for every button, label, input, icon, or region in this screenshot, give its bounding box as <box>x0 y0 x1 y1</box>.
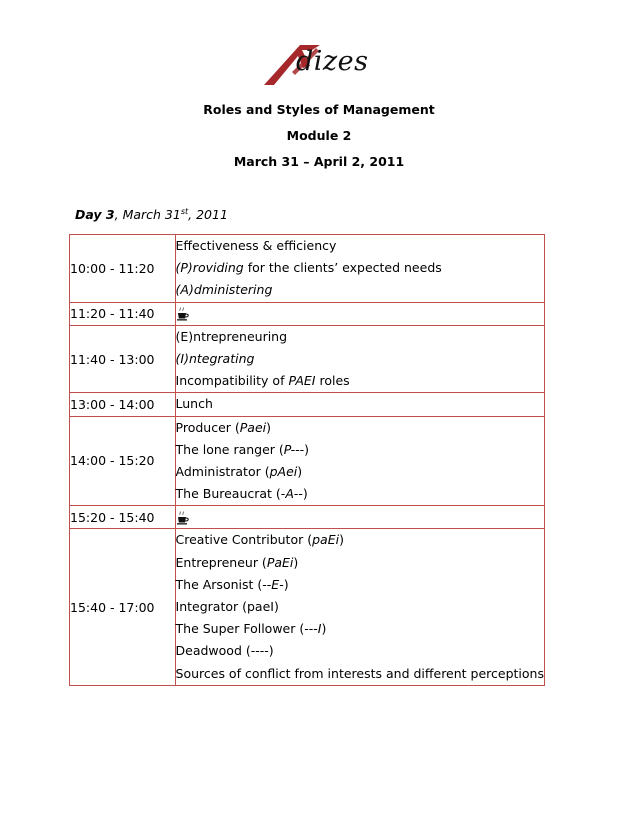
day-date-suffix: st <box>180 207 189 216</box>
time-slot: 11:40 - 13:00 <box>70 325 176 393</box>
topic-text: --) <box>293 486 308 502</box>
topic-line <box>176 529 544 551</box>
schedule-table <box>69 234 545 686</box>
topic-text: roles <box>315 373 350 389</box>
topic-text: The lone ranger ( <box>175 441 284 457</box>
topic-text: E <box>271 576 280 592</box>
logo-wordmark: dizes <box>296 46 369 77</box>
adizes-logo <box>262 42 380 88</box>
topic-text: The Bureaucrat (- <box>175 486 286 502</box>
topic-text: PaEi <box>266 554 294 570</box>
topic-text: Lunch <box>175 396 213 412</box>
topic-text: ) <box>293 554 299 570</box>
coffee-cup-icon <box>176 510 190 526</box>
session-topics <box>175 506 544 529</box>
topic-line <box>176 552 544 574</box>
coffee-cup-icon <box>176 306 190 322</box>
session-topics <box>175 416 544 506</box>
module-label: Module 2 <box>286 128 352 143</box>
topic-text: (A)dministering <box>175 282 273 298</box>
time-slot: 15:40 - 17:00 <box>70 529 176 685</box>
session-topics <box>175 235 544 303</box>
topic-line <box>176 393 544 415</box>
topic-text: I <box>317 621 322 637</box>
day-separator: , <box>114 207 123 223</box>
topic-text: Creative Contributor ( <box>175 532 313 548</box>
topic-text: ) <box>304 441 310 457</box>
time-slot: 11:20 - 11:40 <box>70 302 176 325</box>
topic-text: The Super Follower (--- <box>175 621 318 637</box>
topic-line <box>176 235 544 257</box>
topic-text: ) <box>266 419 272 435</box>
topic-text: Entrepreneur ( <box>175 554 267 570</box>
topic-text: Paei <box>239 419 267 435</box>
topic-line <box>176 279 544 301</box>
session-topics <box>175 325 544 393</box>
topic-line <box>176 618 544 640</box>
topic-line <box>176 417 544 439</box>
topic-text: ) <box>321 621 327 637</box>
topic-text: ) <box>339 532 344 548</box>
topic-text: PAEI <box>288 373 316 389</box>
topic-line <box>176 348 544 370</box>
topic-text: Incompatibility of <box>175 373 289 389</box>
topic-line <box>176 574 544 596</box>
schedule-row <box>70 506 545 529</box>
topic-text: ) <box>297 463 303 479</box>
topic-text: pAei <box>269 463 298 479</box>
topic-line <box>176 663 544 685</box>
topic-line <box>176 461 544 483</box>
topic-text: Effectiveness & efficiency <box>175 238 337 253</box>
topic-text: A <box>285 486 294 502</box>
topic-text: Producer ( <box>175 419 240 435</box>
topic-text: Sources of conflict from interests and different perceptions <box>175 665 544 681</box>
schedule-row <box>70 416 545 506</box>
time-slot: 10:00 - 11:20 <box>70 235 176 303</box>
topic-text: The Arsonist (-- <box>175 576 272 592</box>
day-year: , 2011 <box>188 207 228 223</box>
topic-text: Administrator ( <box>175 463 270 479</box>
schedule-row <box>70 302 545 325</box>
topic-text: paEi <box>312 532 340 548</box>
topic-text: for the clients’ expected needs <box>243 260 442 276</box>
session-topics <box>175 529 544 685</box>
session-topics <box>175 393 544 416</box>
schedule-row <box>70 393 545 416</box>
schedule-row <box>70 325 545 393</box>
coffee-break <box>176 506 544 528</box>
time-slot: 15:20 - 15:40 <box>70 506 176 529</box>
topic-line <box>176 596 544 618</box>
day-date: March 31 <box>122 207 181 223</box>
schedule-row <box>70 235 545 303</box>
course-dates: March 31 – April 2, 2011 <box>233 154 405 169</box>
time-slot: 13:00 - 14:00 <box>70 393 176 416</box>
day-label: Day 3 <box>75 207 115 223</box>
session-topics <box>175 302 544 325</box>
day-heading <box>75 207 228 222</box>
topic-text: (P)roviding <box>175 260 244 276</box>
topic-text: Deadwood (----) <box>175 643 274 659</box>
topic-line <box>176 483 544 505</box>
schedule-row <box>70 529 545 685</box>
topic-line <box>176 439 544 461</box>
topic-line <box>176 640 544 662</box>
topic-line <box>176 326 544 348</box>
document-title: Roles and Styles of Management <box>203 102 435 117</box>
topic-text: Integrator (paeI) <box>175 599 279 614</box>
time-slot: 14:00 - 15:20 <box>70 416 176 506</box>
coffee-break <box>176 303 544 325</box>
topic-text: (E)ntrepreneuring <box>175 328 288 344</box>
topic-text: -) <box>279 576 289 592</box>
topic-text: (I)ntegrating <box>175 350 255 366</box>
topic-line <box>176 257 544 279</box>
topic-text: P--- <box>283 441 305 457</box>
topic-line <box>176 370 544 392</box>
